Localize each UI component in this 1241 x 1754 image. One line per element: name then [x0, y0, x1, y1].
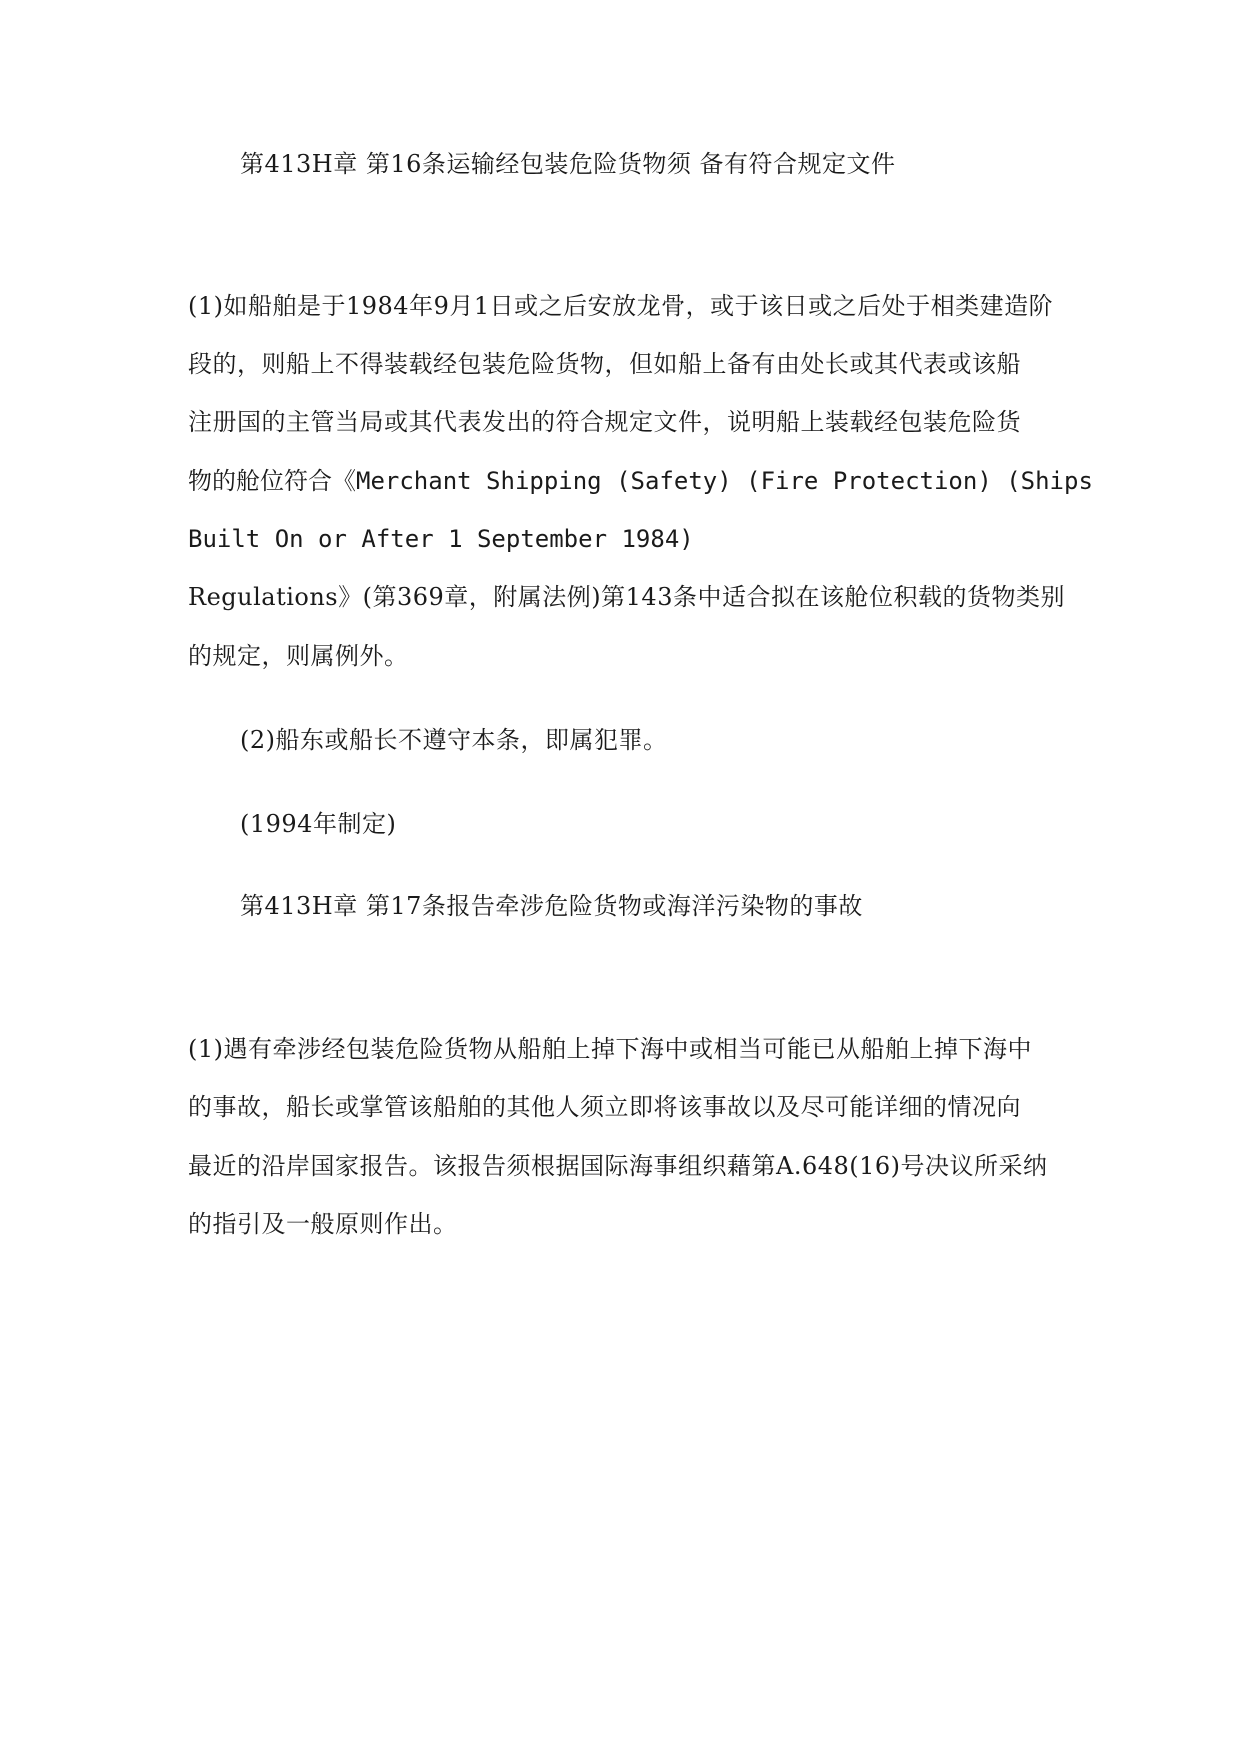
- section-16-para1-line-1: (1)如船舶是于1984年9月1日或之后安放龙骨，或于该日或之后处于相类建造阶: [188, 292, 1054, 320]
- section-16-para1-line-4: 物的舱位符合《Merchant Shipping (Safety) (Fire Protection) (Ships: [188, 467, 1093, 495]
- section-16-para2: (2)船东或船长不遵守本条，即属犯罪。: [240, 726, 668, 754]
- section-16-heading: 第413H章 第16条运输经包装危险货物须 备有符合规定文件: [240, 150, 896, 178]
- section-16-para1-line-5: Built On or After 1 September 1984): [188, 525, 694, 553]
- section-16-para1-line-2: 段的，则船上不得装载经包装危险货物，但如船上备有由处长或其代表或该船: [188, 350, 1021, 378]
- section-16-para1-line-3: 注册国的主管当局或其代表发出的符合规定文件，说明船上装载经包装危险货: [188, 408, 1021, 436]
- section-17-para1-line-2: 的事故，船长或掌管该船舶的其他人须立即将该事故以及尽可能详细的情况向: [188, 1093, 1021, 1121]
- section-17-para1-line-3: 最近的沿岸国家报告。该报告须根据国际海事组织藉第A.648(16)号决议所采纳: [188, 1152, 1048, 1180]
- section-16-enacted-note: (1994年制定): [240, 810, 397, 838]
- section-16-para1-line-7: 的规定，则属例外。: [188, 642, 409, 670]
- section-17-para1-line-1: (1)遇有牵涉经包装危险货物从船舶上掉下海中或相当可能已从船舶上掉下海中: [188, 1035, 1032, 1063]
- section-16-para1-line-6: Regulations》(第369章，附属法例)第143条中适合拟在该舱位积载的货物类别: [188, 583, 1065, 611]
- section-17-para1-line-4: 的指引及一般原则作出。: [188, 1210, 458, 1238]
- section-17-heading: 第413H章 第17条报告牵涉危险货物或海洋污染物的事故: [240, 892, 863, 920]
